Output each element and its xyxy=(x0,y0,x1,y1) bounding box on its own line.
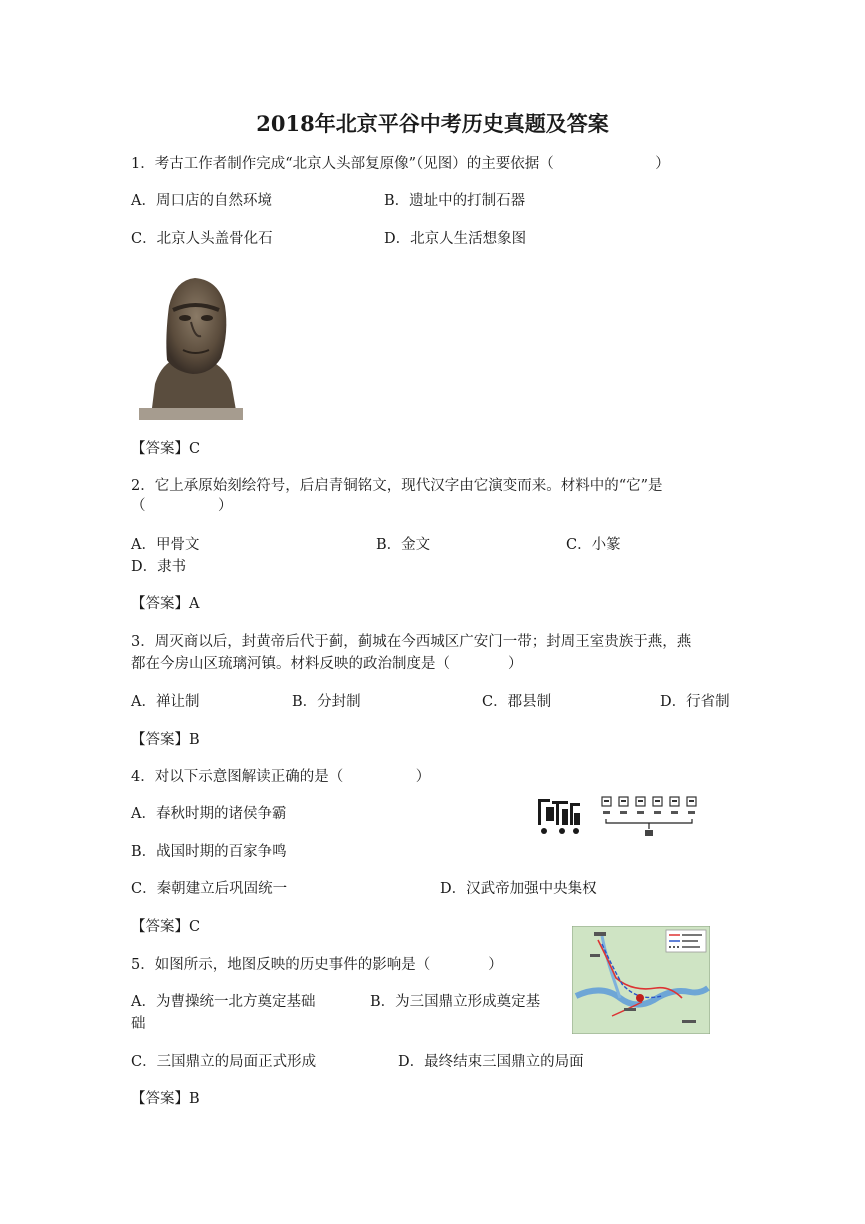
question-5-option-d: D．最终结束三国鼎立的局面 xyxy=(398,1054,584,1070)
question-4-option-a: A．春秋时期的诸侯争霸 xyxy=(131,806,287,822)
question-5-option-a: A．为曹操统一北方奠定基础 xyxy=(131,994,316,1010)
question-2-option-b: B．金文 xyxy=(376,537,431,553)
question-3-option-c: C．郡县制 xyxy=(482,694,552,710)
question-4-option-b: B．战国时期的百家争鸣 xyxy=(131,844,287,860)
question-5-stem: 5．如图所示，地图反映的历史事件的影响是（ ） xyxy=(131,957,503,973)
question-3-stem-line-1: 3．周灭商以后，封黄帝后代于蓟，蓟城在今西城区广安门一带；封周王室贵族于燕，燕 xyxy=(131,634,692,650)
question-2-stem-line-2: （ ） xyxy=(131,498,233,514)
question-3-option-d: D．行省制 xyxy=(660,694,730,710)
question-5-option-b: B．为三国鼎立形成奠定基 xyxy=(370,994,541,1010)
question-3-option-a: A．禅让制 xyxy=(131,694,200,710)
question-3-stem-line-2: 都在今房山区琉璃河镇。材料反映的政治制度是（ ） xyxy=(131,656,523,672)
question-5-option-c: C．三国鼎立的局面正式形成 xyxy=(131,1054,317,1070)
question-2-option-d: D．隶书 xyxy=(131,559,187,575)
question-1-option-c: C．北京人头盖骨化石 xyxy=(131,231,273,247)
page-title: 2018年北京平谷中考历史真题及答案 xyxy=(256,111,609,136)
question-3-option-b: B．分封制 xyxy=(292,694,361,710)
question-2-option-c: C．小篆 xyxy=(566,537,621,553)
question-2-stem-line-1: 2．它上承原始刻绘符号，后启青铜铭文，现代汉字由它演变而来。材料中的“它”是 xyxy=(131,478,663,494)
peking-man-bust-image xyxy=(131,266,249,420)
battle-map-image xyxy=(572,926,710,1034)
script-unification-diagram xyxy=(536,793,722,839)
question-4-option-d: D．汉武帝加强中央集权 xyxy=(440,881,597,897)
question-1-option-a: A．周口店的自然环境 xyxy=(131,193,272,209)
question-4-option-c: C．秦朝建立后巩固统一 xyxy=(131,881,288,897)
question-3-answer: 【答案】B xyxy=(131,732,200,748)
question-5-option-b-continued: 础 xyxy=(131,1016,146,1032)
question-2-option-a: A．甲骨文 xyxy=(131,537,200,553)
question-4-stem: 4．对以下示意图解读正确的是（ ） xyxy=(131,769,431,785)
question-2-answer: 【答案】A xyxy=(131,596,200,612)
question-1-option-d: D．北京人生活想象图 xyxy=(384,231,527,247)
question-5-answer: 【答案】B xyxy=(131,1091,200,1107)
question-1-option-b: B．遗址中的打制石器 xyxy=(384,193,526,209)
question-4-answer: 【答案】C xyxy=(131,919,201,935)
question-1-answer: 【答案】C xyxy=(131,441,201,457)
question-1-stem: 1．考古工作者制作完成“北京人头部复原像”（见图）的主要依据（ ） xyxy=(131,156,670,172)
